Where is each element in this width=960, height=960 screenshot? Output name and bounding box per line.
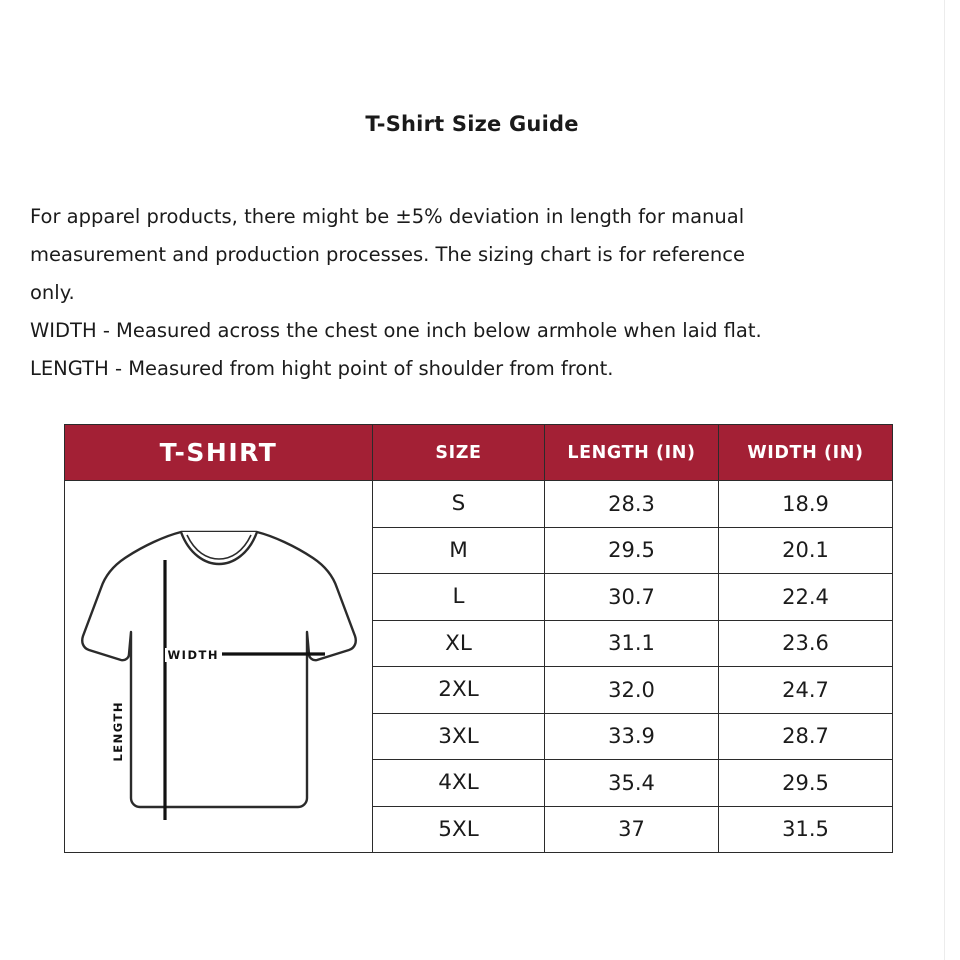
cell-width: 24.7 bbox=[719, 667, 893, 714]
cell-length: 30.7 bbox=[545, 574, 719, 621]
cell-size: 4XL bbox=[373, 760, 545, 807]
intro-line-4: WIDTH - Measured across the chest one inch below armhole when laid flat. bbox=[30, 319, 762, 342]
cell-width: 20.1 bbox=[719, 527, 893, 574]
cell-width: 23.6 bbox=[719, 620, 893, 667]
cell-width: 22.4 bbox=[719, 574, 893, 621]
cell-length: 31.1 bbox=[545, 620, 719, 667]
tshirt-diagram-cell bbox=[65, 481, 373, 853]
table-header-brand: T-SHIRT bbox=[65, 425, 373, 481]
intro-text bbox=[30, 198, 910, 388]
table-row bbox=[65, 481, 893, 528]
cell-length: 33.9 bbox=[545, 713, 719, 760]
table-header-row bbox=[65, 425, 893, 481]
cell-length: 29.5 bbox=[545, 527, 719, 574]
cell-size: M bbox=[373, 527, 545, 574]
cell-size: 5XL bbox=[373, 806, 545, 853]
table-header-width: WIDTH (IN) bbox=[719, 425, 893, 481]
page-right-margin bbox=[944, 0, 960, 960]
width-label: WIDTH bbox=[165, 648, 222, 662]
cell-size: S bbox=[373, 481, 545, 528]
cell-length: 32.0 bbox=[545, 667, 719, 714]
length-label: LENGTH bbox=[111, 698, 125, 765]
intro-line-5: LENGTH - Measured from hight point of shoulder from front. bbox=[30, 357, 614, 380]
cell-width: 18.9 bbox=[719, 481, 893, 528]
intro-line-3: only. bbox=[30, 281, 75, 304]
intro-line-2: measurement and production processes. The sizing chart is for reference bbox=[30, 243, 745, 266]
tshirt-illustration bbox=[69, 502, 369, 832]
cell-width: 29.5 bbox=[719, 760, 893, 807]
tshirt-icon bbox=[69, 502, 369, 832]
size-chart-table bbox=[64, 424, 893, 853]
cell-length: 37 bbox=[545, 806, 719, 853]
cell-width: 31.5 bbox=[719, 806, 893, 853]
cell-size: 3XL bbox=[373, 713, 545, 760]
table-header-length: LENGTH (IN) bbox=[545, 425, 719, 481]
cell-length: 35.4 bbox=[545, 760, 719, 807]
cell-length: 28.3 bbox=[545, 481, 719, 528]
cell-size: L bbox=[373, 574, 545, 621]
table-header-size: SIZE bbox=[373, 425, 545, 481]
cell-width: 28.7 bbox=[719, 713, 893, 760]
cell-size: XL bbox=[373, 620, 545, 667]
page-title: T-Shirt Size Guide bbox=[365, 112, 579, 136]
intro-line-1: For apparel products, there might be ±5% deviation in length for manual bbox=[30, 205, 745, 228]
cell-size: 2XL bbox=[373, 667, 545, 714]
